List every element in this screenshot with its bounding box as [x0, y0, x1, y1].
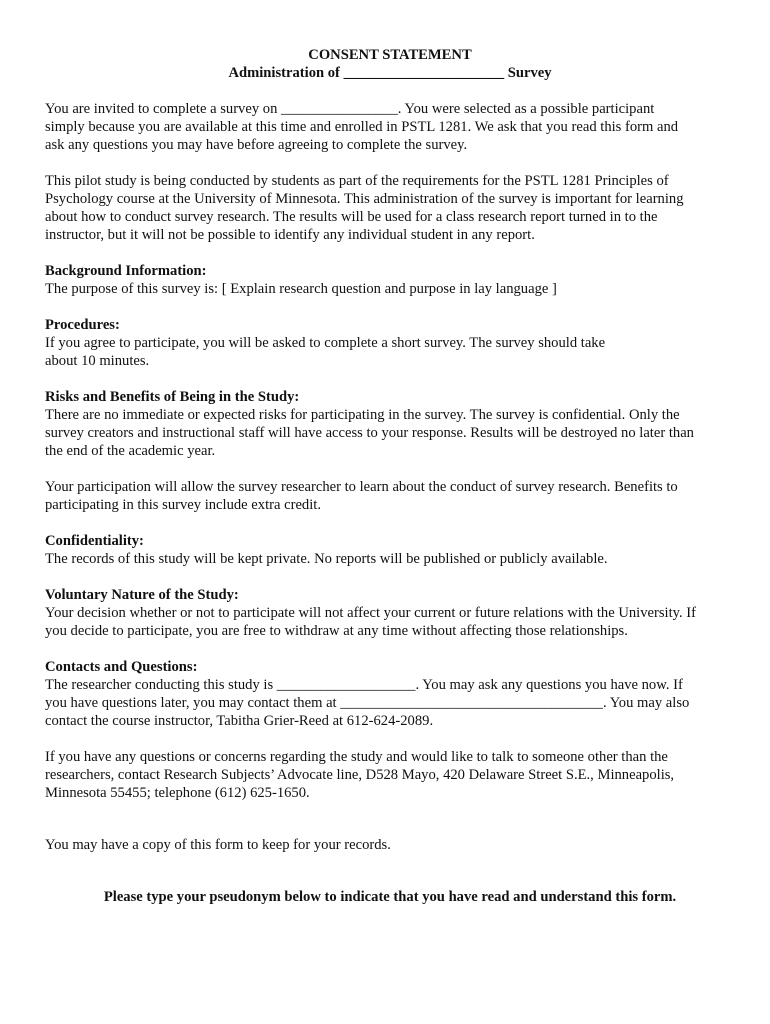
- document-title: CONSENT STATEMENT: [308, 47, 472, 63]
- text-line: Your decision whether or not to participate will not affect your current or future relations with the University. If: [45, 605, 697, 621]
- risks-section: [45, 388, 735, 460]
- text-line: This pilot study is being conducted by students as part of the requirements for the PSTL 1281 Principles of: [45, 173, 669, 189]
- benefits-paragraph: [45, 478, 735, 514]
- procedures-section: [45, 316, 735, 370]
- section-heading: Contacts and Questions:: [45, 659, 198, 675]
- text-line: If you agree to participate, you will be asked to complete a short survey. The survey should take: [45, 335, 606, 351]
- text-line: If you have any questions or concerns regarding the study and would like to talk to someone other than the: [45, 749, 668, 765]
- pseudonym-instruction: Please type your pseudonym below to indicate that you have read and understand this form.: [103, 889, 677, 905]
- section-heading: Background Information:: [45, 263, 207, 279]
- subtitle-prefix: Administration of: [228, 65, 340, 81]
- text-line: ask any questions you may have before agreeing to complete the survey.: [45, 137, 468, 153]
- text-line: simply because you are available at this time and enrolled in PSTL 1281. We ask that you read this form and: [45, 119, 679, 135]
- confidentiality-section: [45, 532, 735, 568]
- text-line: Your participation will allow the survey researcher to learn about the conduct of survey research. Benefits to: [45, 479, 678, 495]
- text-line: participating in this survey include extra credit.: [45, 497, 321, 513]
- text-line: The researcher conducting this study is ___________________. You may ask any questions you have now. If: [45, 677, 683, 693]
- text-line: contact the course instructor, Tabitha Grier-Reed at 612-624-2089.: [45, 713, 434, 729]
- document-subtitle: [45, 64, 735, 82]
- text-line: you have questions later, you may contact them at ____________________________________. You may also: [45, 695, 690, 711]
- text-line: instructor, but it will not be possible to identify any individual student in any report.: [45, 227, 535, 243]
- contacts-section: [45, 658, 735, 730]
- section-heading: Confidentiality:: [45, 533, 144, 549]
- text-line: The purpose of this survey is: [ Explain research question and purpose in lay language ]: [45, 281, 557, 297]
- text-line: Psychology course at the University of Minnesota. This administration of the survey is important for learning: [45, 191, 684, 207]
- pilot-paragraph: [45, 172, 735, 244]
- text-line: the end of the academic year.: [45, 443, 216, 459]
- concerns-paragraph: [45, 748, 735, 802]
- text-line: researchers, contact Research Subjects’ Advocate line, D528 Mayo, 420 Delaware Street S.E., Minneapolis,: [45, 767, 675, 783]
- survey-name-blank: ______________________: [343, 65, 505, 81]
- intro-paragraph: [45, 100, 735, 154]
- text-line: about how to conduct survey research. The results will be used for a class research report turned in to the: [45, 209, 658, 225]
- voluntary-section: [45, 586, 735, 640]
- section-heading: Procedures:: [45, 317, 120, 333]
- text-line: The records of this study will be kept private. No reports will be published or publicly available.: [45, 551, 608, 567]
- section-heading: Voluntary Nature of the Study:: [45, 587, 239, 603]
- text-line: you decide to participate, you are free to withdraw at any time without affecting those relationships.: [45, 623, 628, 639]
- copy-paragraph: [45, 836, 735, 854]
- text-line: You are invited to complete a survey on ________________. You were selected as a possible participant: [45, 101, 655, 117]
- background-section: [45, 262, 735, 298]
- text-line: There are no immediate or expected risks for participating in the survey. The survey is confidential. Only the: [45, 407, 680, 423]
- text-line: You may have a copy of this form to keep for your records.: [45, 837, 391, 853]
- document-header: [45, 46, 735, 82]
- consent-document: [45, 46, 735, 906]
- text-line: survey creators and instructional staff will have access to your response. Results will be destroyed no later than: [45, 425, 694, 441]
- subtitle-suffix: Survey: [507, 65, 552, 81]
- text-line: about 10 minutes.: [45, 353, 150, 369]
- section-heading: Risks and Benefits of Being in the Study:: [45, 389, 300, 405]
- text-line: Minnesota 55455; telephone (612) 625-1650.: [45, 785, 310, 801]
